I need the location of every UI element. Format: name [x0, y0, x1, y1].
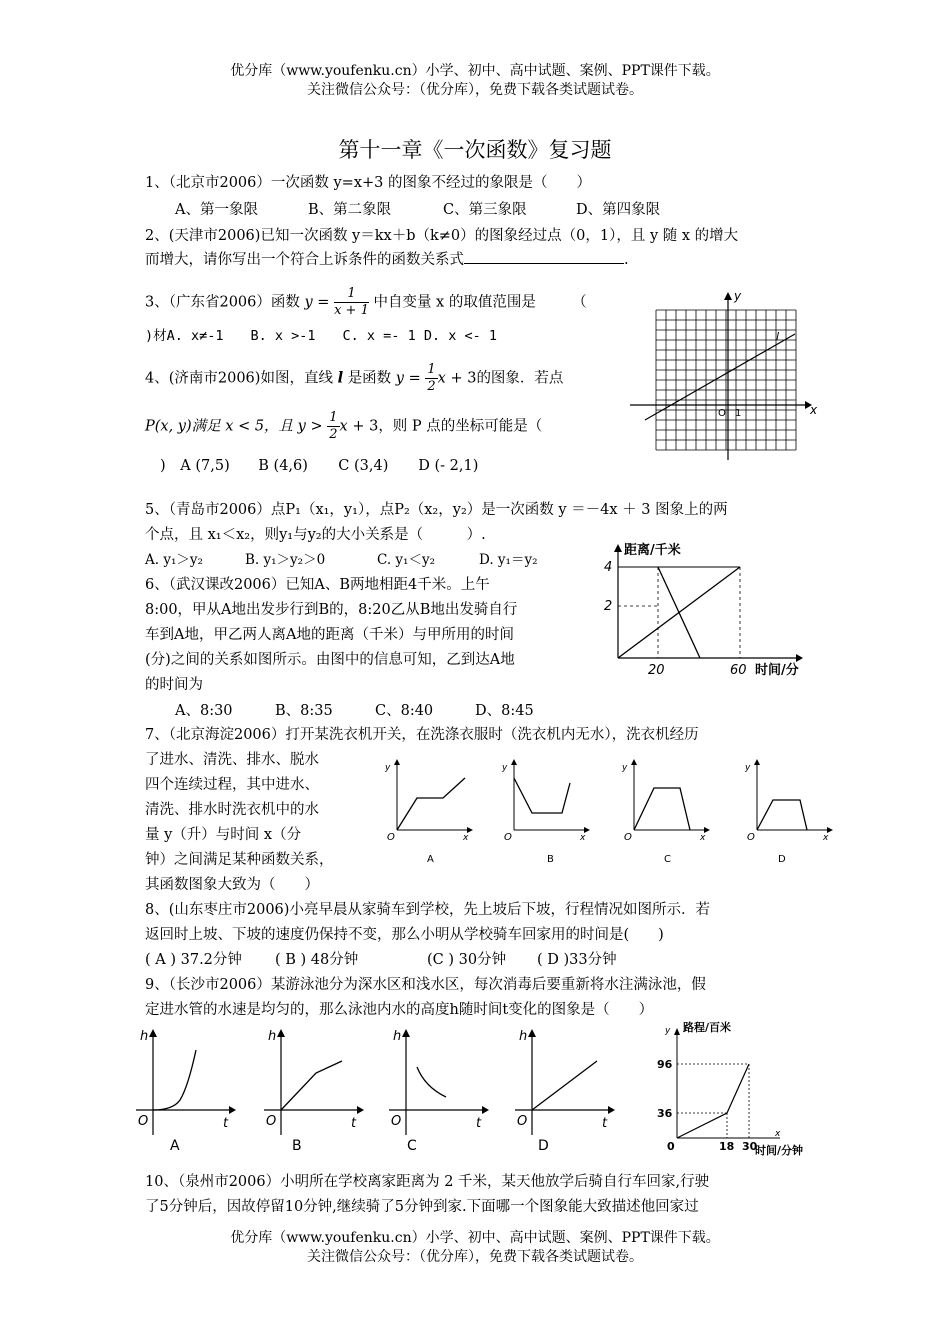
q7-line-3: 四个连续过程，其中进水、	[145, 777, 319, 793]
q4-grid-figure	[630, 288, 830, 463]
q1-option-b: B、第二象限	[308, 202, 392, 218]
q3-line-1: 3、（广东省2006）函数 y = $\frac{1}{x + 1}$ 中自变量 x 的取值范围是 （	[145, 286, 587, 318]
q1-option-d: D、第四象限	[576, 202, 661, 218]
q8-line-1: 8、(山东枣庄市2006)小亮早晨从家骑车到学校，先上坡后下坡，行程情况如图所示．若	[145, 902, 710, 918]
q9-label-b: B	[292, 1138, 302, 1154]
q4-one-label: 1	[735, 408, 742, 419]
q6-ytick-4: 4	[604, 560, 613, 575]
q3-suffix: 中自变量 x 的取值范围是 （	[373, 294, 587, 311]
header-line-1: 优分库（www.youfenku.cn）小学、初中、高中试题、案例、PPT课件下载。	[230, 63, 720, 79]
q5-option-c: C. y₁＜y₂	[377, 552, 436, 568]
q3-frac-num: 1	[334, 286, 369, 303]
svg-text:O: O	[517, 1114, 528, 1129]
q4-option-c: C (3,4)	[338, 458, 389, 474]
q7-label-c: C	[664, 854, 671, 865]
q6-distance-figure	[600, 540, 810, 678]
q9-label-d: D	[538, 1138, 549, 1154]
svg-text:O: O	[391, 1114, 402, 1129]
q8-y-label: 路程/百米	[683, 1021, 732, 1034]
q4-line-2: P(x, y)满足 x < 5，且 y > $\frac{1}{2}$ x + 3，则 P 点的坐标可能是（	[145, 410, 543, 442]
q8-xtick-0: 0	[667, 1140, 675, 1153]
q2-line-1: 2、(天津市2006)已知一次函数 y＝kx＋b（k≠0）的图象经过点（0，1），且 y 随 x 的增大	[145, 228, 739, 244]
q8-xtick-30: 30	[742, 1140, 758, 1153]
q1-stem: 1、（北京市2006）一次函数 y=x+3 的图象不经过的象限是（ ）	[145, 175, 591, 191]
q7-label-b: B	[547, 854, 554, 865]
q4-text-a: 4、(济南市2006)如图，直线	[145, 370, 333, 387]
q5-option-b: B. y₁＞y₂＞0	[245, 552, 326, 568]
q4-option-a: A (7,5)	[180, 458, 230, 474]
q8-option-a: ( A ) 37.2分钟	[145, 952, 242, 968]
svg-text:t: t	[351, 1116, 357, 1131]
q9-graph-b	[256, 1025, 366, 1160]
q7-graph-b	[492, 758, 592, 868]
q2-answer-blank	[464, 249, 624, 264]
q6-options	[175, 700, 534, 722]
q10-line-2: 了5分钟后，因故停留10分钟,继续骑了5分钟到家.下面哪一个图象能大致描述他回家过	[145, 1199, 699, 1215]
svg-text:t: t	[223, 1116, 229, 1131]
q8-option-b: ( B ) 48分钟	[275, 952, 359, 968]
q4-options	[160, 455, 478, 477]
q6-option-b: B、8:35	[275, 703, 333, 719]
q7-label-d: D	[778, 854, 786, 865]
svg-text:x: x	[700, 833, 706, 843]
q8-option-d: ( D )33分钟	[537, 952, 617, 968]
q4-option-b: B (4,6)	[258, 458, 308, 474]
svg-text:O: O	[266, 1114, 277, 1129]
q7-label-a: A	[427, 854, 434, 865]
q6-xtick-60: 60	[730, 663, 747, 678]
q1-option-c: C、第三象限	[443, 202, 527, 218]
svg-text:h: h	[519, 1029, 528, 1044]
q4-close-paren: )	[160, 458, 166, 474]
svg-text:O: O	[504, 832, 512, 843]
q4-x-label: x	[810, 403, 818, 417]
svg-text:O: O	[138, 1114, 149, 1129]
q6-line-4: (分)之间的关系如图所示。由图中的信息可知，乙到达A地	[145, 652, 515, 668]
svg-text:h: h	[393, 1029, 402, 1044]
q6-line-1: 6、（武汉课改2006）已知A、B两地相距4千米。上午	[145, 577, 490, 593]
svg-text:O: O	[624, 832, 632, 843]
svg-text:y: y	[502, 763, 508, 773]
q2-line-2-text: 而增大，请你写出一个符合上诉条件的函数关系式	[145, 252, 464, 268]
q5-options	[145, 549, 538, 571]
svg-text:x: x	[580, 833, 586, 843]
q6-line-2: 8:00，甲从A地出发步行到B的，8:20乙从B地出发骑自行	[145, 602, 518, 618]
q8-options	[145, 949, 617, 971]
footer-line-2: 关注微信公众号：（优分库），免费下载各类试题试卷。	[307, 1249, 643, 1265]
q7-graph-d	[735, 758, 835, 868]
q5-option-a: A. y₁＞y₂	[145, 552, 203, 568]
svg-text:x: x	[775, 1129, 781, 1139]
q7-line-6: 钟）之间满足某种函数关系，	[145, 852, 334, 868]
q7-line-5: 量 y（升）与时间 x（分	[145, 827, 302, 843]
q6-option-d: D、8:45	[475, 703, 534, 719]
q4-l-label: l	[776, 330, 780, 343]
q1-options	[175, 199, 660, 221]
q9-label-a: A	[170, 1138, 180, 1154]
q4-text-c: 是函数	[347, 370, 392, 387]
q6-x-label: 时间/分	[755, 663, 799, 678]
svg-text:y: y	[665, 1026, 671, 1036]
q9-label-c: C	[407, 1138, 417, 1154]
svg-text:h: h	[268, 1029, 277, 1044]
q9-line-2: 定进水管的水速是均匀的，那么泳池内水的高度h随时间t变化的图象是（ ）	[145, 1002, 654, 1018]
q4-line-l: l	[337, 369, 344, 387]
q5-option-d: D. y₁＝y₂	[479, 552, 538, 568]
q4-cond-1: x < 5，且	[225, 418, 294, 435]
q6-line-3: 车到A地，甲乙两人离A地的距离（千米）与甲所用的时间	[145, 627, 514, 643]
q7-line-1: 7、（北京海淀2006）打开某洗衣机开关，在洗涤衣服时（洗衣机内无水），洗衣机经历	[145, 727, 699, 743]
q8-route-figure	[655, 1020, 815, 1160]
q6-ytick-2: 2	[604, 599, 613, 614]
q2-line-2: 而增大，请你写出一个符合上诉条件的函数关系式 .	[145, 249, 629, 271]
q3-options: )材A. x≠-1 B. x >-1 C. x =- 1 D. x <- 1	[145, 328, 497, 344]
q8-option-c: (C ) 30分钟	[427, 952, 507, 968]
q4-y-label: y	[734, 289, 742, 303]
svg-text:x: x	[823, 833, 829, 843]
q8-line-2: 返回时上坡、下坡的速度仍保持不变，那么小明从学校骑车回家用的时间是( )	[145, 927, 664, 943]
q9-graph-a	[128, 1025, 238, 1160]
svg-text:t: t	[602, 1116, 608, 1131]
q6-y-label: 距离/千米	[624, 543, 681, 558]
q4-option-d: D (- 2,1)	[418, 458, 479, 474]
q1-option-a: A、第一象限	[175, 202, 258, 218]
q4-line-1: 4、(济南市2006)如图，直线 l 是函数 y = $\frac{1}{2}$ x + 3的图象．若点	[145, 362, 564, 394]
svg-text:y: y	[622, 763, 628, 773]
q3-frac-den: x + 1	[334, 303, 369, 318]
q8-ytick-96: 96	[657, 1058, 673, 1071]
q5-line-2: 个点，且 x₁＜x₂，则y₁与y₂的大小关系是（ ）.	[145, 527, 486, 543]
svg-text:y: y	[745, 763, 751, 773]
q6-option-c: C、8:40	[375, 703, 434, 719]
q7-graph-c	[612, 758, 712, 868]
svg-text:O: O	[747, 832, 755, 843]
q10-line-1: 10、（泉州市2006）小明所在学校离家距离为 2 千米，某天他放学后骑自行车回家,行驶	[145, 1174, 710, 1190]
footer-line-1: 优分库（www.youfenku.cn）小学、初中、高中试题、案例、PPT课件下载。	[230, 1230, 720, 1246]
svg-text:O: O	[387, 832, 395, 843]
q6-xtick-20: 20	[648, 663, 665, 678]
q8-x-label: 时间/分钟	[755, 1144, 804, 1157]
q6-option-a: A、8:30	[175, 703, 233, 719]
q7-line-2: 了进水、清洗、排水、脱水	[145, 752, 319, 768]
q7-line-7: 其函数图象大致为（ ）	[145, 877, 319, 893]
q4-text-d: 的图象．若点	[476, 370, 564, 387]
svg-text:y: y	[385, 763, 391, 773]
q3-prefix: 3、（广东省2006）函数	[145, 294, 300, 311]
q7-line-4: 清洗、排水时洗衣机中的水	[145, 802, 319, 818]
q9-graph-d	[507, 1025, 617, 1160]
svg-text:t: t	[476, 1116, 482, 1131]
page-title: 第十一章《一次函数》复习题	[338, 138, 612, 162]
svg-text:x: x	[463, 833, 469, 843]
q7-graph-a	[375, 758, 475, 868]
q9-line-1: 9、（长沙市2006）某游泳池分为深水区和浅水区，每次消毒后要重新将水注满泳池，假	[145, 977, 706, 993]
svg-text:h: h	[140, 1029, 149, 1044]
q9-graph-c	[381, 1025, 491, 1160]
header-line-2: 关注微信公众号：（优分库），免费下载各类试题试卷。	[307, 82, 643, 98]
q8-ytick-36: 36	[657, 1107, 673, 1120]
q4-text-tail: ，则 P 点的坐标可能是（	[378, 418, 543, 435]
q3-fraction	[334, 286, 369, 319]
q6-line-5: 的时间为	[145, 677, 203, 693]
q8-xtick-18: 18	[719, 1140, 735, 1153]
q4-origin-label: O	[718, 408, 726, 419]
q5-line-1: 5、（青岛市2006）点P₁（x₁，y₁），点P₂（x₂，y₂）是一次函数 y ＝－4x ＋ 3 图象上的两	[145, 502, 728, 518]
q4-text-p: P(x, y)满足	[145, 418, 221, 435]
